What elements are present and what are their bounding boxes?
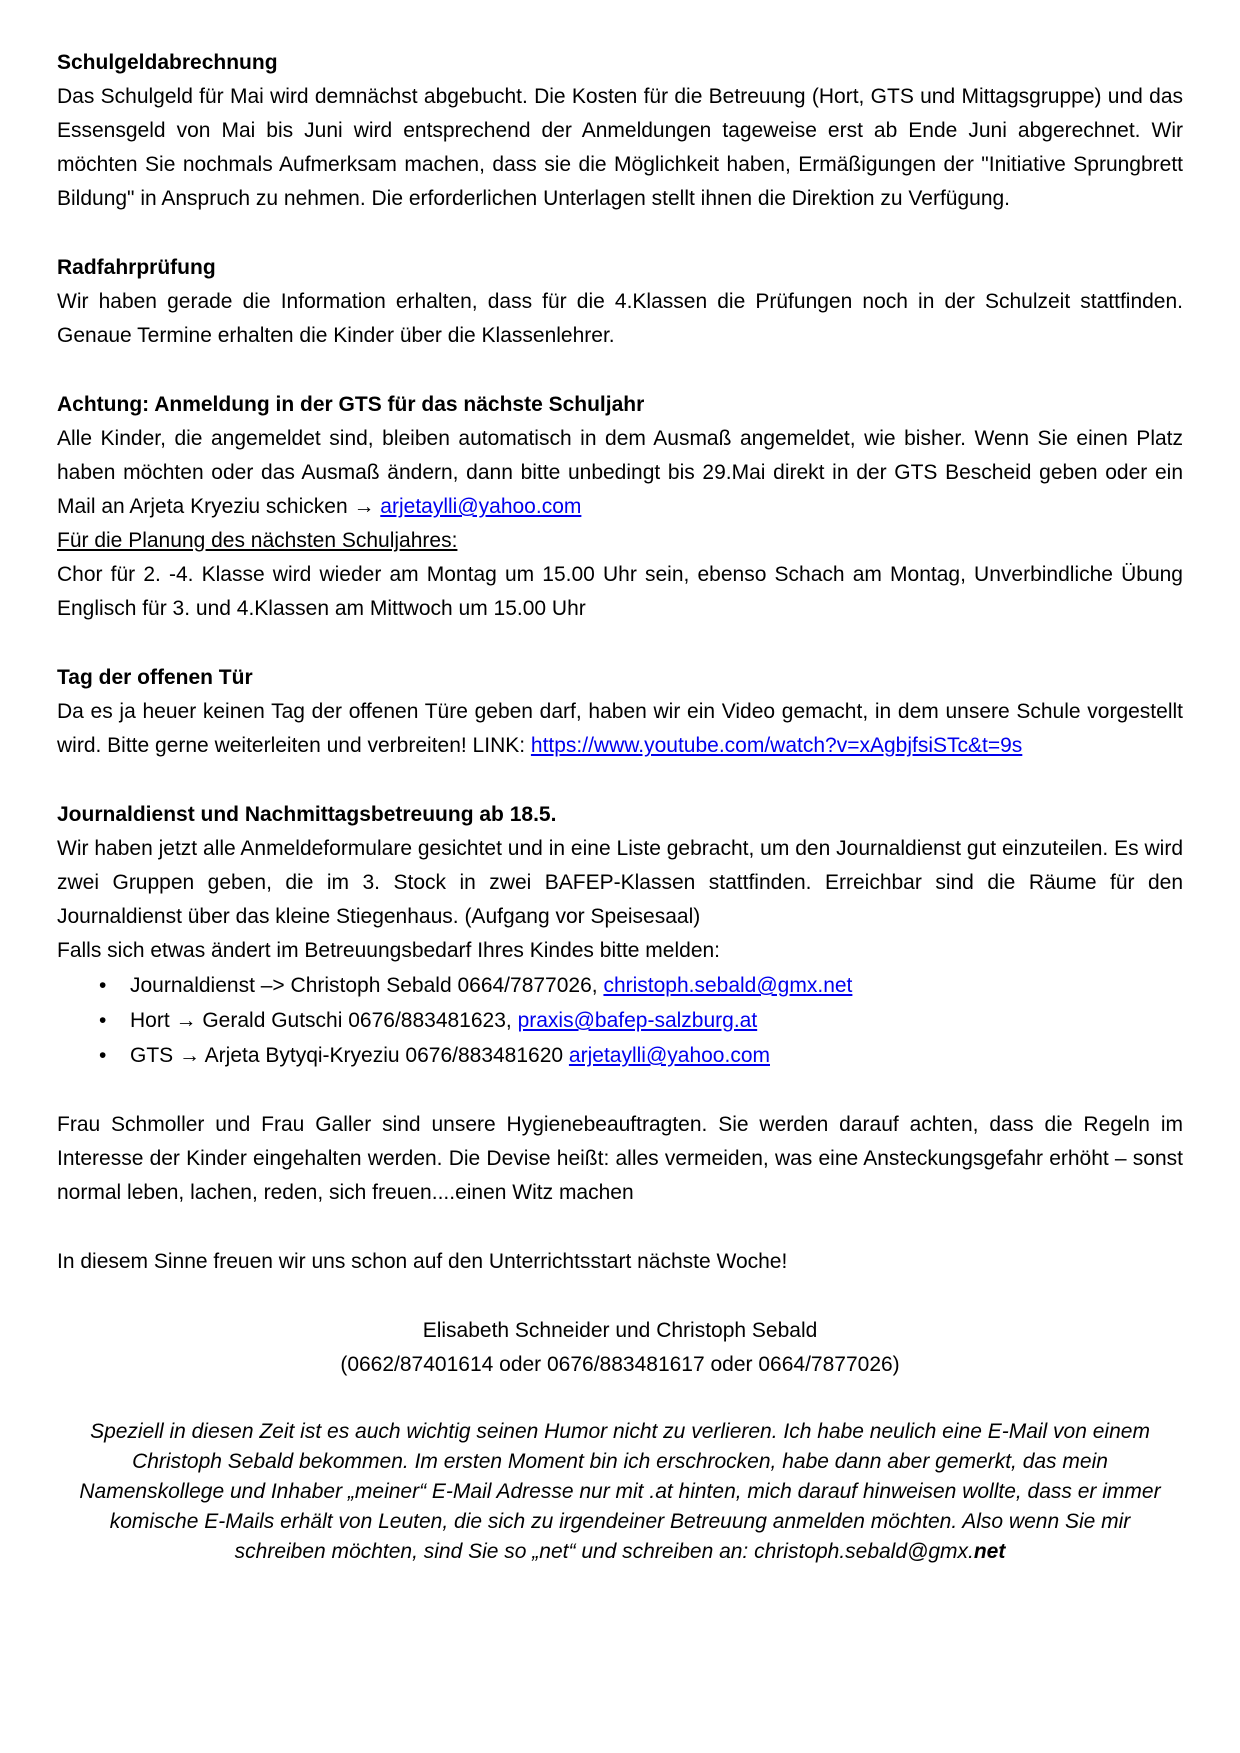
gts-paragraph xyxy=(57,422,1183,524)
humor-note-bold-suffix: net xyxy=(973,1540,1006,1563)
gts-planning-underlined-text: Für die Planung des nächsten Schuljahres: xyxy=(57,529,458,552)
hygiene-paragraph: Frau Schmoller und Frau Galler sind unsere Hygienebeauftragten. Sie werden darauf achten, dass die Regeln im Interesse der Kinder eingehalten werden. Die Devise heißt: alles vermeiden, was eine Ansteckungsgefahr erhöht – sonst normal leben, lachen, reden, sich freuen....einen Witz machen xyxy=(57,1113,1183,1204)
contact-text: GTS → Arjeta Bytyqi-Kryeziu 0676/883481620 xyxy=(130,1044,569,1067)
gts-planning-line xyxy=(57,524,1183,558)
closing-paragraph: In diesem Sinne freuen wir uns schon auf den Unterrichtsstart nächste Woche! xyxy=(57,1250,788,1273)
gts-paragraph-text: Alle Kinder, die angemeldet sind, bleiben automatisch in dem Ausmaß angemeldet, wie bisher. Wenn Sie einen Platz haben möchten oder das Ausmaß ändern, dann bitte unbedingt bis 29.Mai direkt in der GTS Bescheid geben oder ein Mail an Arjeta Kryeziu schicken → xyxy=(57,427,1183,518)
section-journaldienst xyxy=(57,798,1183,1073)
radfahr-heading: Radfahrprüfung xyxy=(57,256,216,279)
section-schulgeldabrechnung xyxy=(57,46,1183,216)
signature-phones: (0662/87401614 oder 0676/883481617 oder 0664/7877026) xyxy=(340,1353,900,1376)
gts-plan-paragraph: Chor für 2. -4. Klasse wird wieder am Montag um 15.00 Uhr sein, ebenso Schach am Montag, Unverbindliche Übung Englisch für 3. und 4.Klassen am Mittwoch um 15.00 Uhr xyxy=(57,563,1183,620)
contact-text: Journaldienst –> Christoph Sebald 0664/7877026, xyxy=(130,974,604,997)
schulgeld-paragraph: Das Schulgeld für Mai wird demnächst abgebucht. Die Kosten für die Betreuung (Hort, GTS und Mittagsgruppe) und das Essensgeld von Mai bis Juni wird entsprechend der Anmeldungen tageweise erst ab Ende Juni abgerechnet. Wir möchten Sie nochmals Aufmerksam machen, dass sie die Möglichkeit haben, Ermäßigungen der "Initiative Sprungbrett Bildung" in Anspruch zu nehmen. Die erforderlichen Unterlagen stellt ihnen die Direktion zu Verfügung. xyxy=(57,85,1183,210)
humor-note xyxy=(57,1417,1183,1567)
section-closing xyxy=(57,1245,1183,1279)
youtube-video-link[interactable]: https://www.youtube.com/watch?v=xAgbjfsiSTc&t=9s xyxy=(530,734,1023,757)
hort-email-link[interactable]: praxis@bafep-salzburg.at xyxy=(517,1009,758,1032)
section-hygiene xyxy=(57,1108,1183,1210)
journaldienst-heading: Journaldienst und Nachmittagsbetreuung ab 18.5. xyxy=(57,803,557,826)
section-gts-anmeldung xyxy=(57,388,1183,626)
tag-heading: Tag der offenen Tür xyxy=(57,666,253,689)
section-radfahrpruefung xyxy=(57,251,1183,353)
section-signature xyxy=(57,1314,1183,1382)
journaldienst-melden-line: Falls sich etwas ändert im Betreuungsbedarf Ihres Kindes bitte melden: xyxy=(57,939,721,962)
journaldienst-email-link[interactable]: christoph.sebald@gmx.net xyxy=(603,974,853,997)
contact-list-item-hort xyxy=(57,1003,1183,1038)
gts-email-link[interactable]: arjetaylli@yahoo.com xyxy=(380,495,582,518)
schulgeld-heading: Schulgeldabrechnung xyxy=(57,51,278,74)
contact-text: Hort → Gerald Gutschi 0676/883481623, xyxy=(130,1009,518,1032)
tag-paragraph-text: Da es ja heuer keinen Tag der offenen Türe geben darf, haben wir ein Video gemacht, in dem unsere Schule vorgestellt wird. Bitte gerne weiterleiten und verbreiten! LINK: xyxy=(57,700,1183,757)
section-tag-der-offenen-tuer xyxy=(57,661,1183,763)
humor-note-text: Speziell in diesen Zeit ist es auch wichtig seinen Humor nicht zu verlieren. Ich habe neulich eine E-Mail von einem Christoph Sebald bekommen. Im ersten Moment bin ich erschrocken, habe dann aber gemerkt, das mein Namenskollege und Inhaber „meiner“ E-Mail Adresse nur mit .at hinten, mich darauf hinweisen wollte, dass er immer komische E-Mails erhält von Leuten, die sich zu irgendeiner Betreuung anmelden möchten. Also wenn Sie mir schreiben möchten, sind Sie so „net“ und schreiben an: christoph.sebald@gmx. xyxy=(79,1420,1161,1563)
contact-list-item-journaldienst xyxy=(57,968,1183,1003)
signature-names: Elisabeth Schneider und Christoph Sebald xyxy=(422,1319,818,1342)
tag-paragraph xyxy=(57,695,1183,763)
radfahr-paragraph: Wir haben gerade die Information erhalten, dass für die 4.Klassen die Prüfungen noch in der Schulzeit stattfinden. Genaue Termine erhalten die Kinder über die Klassenlehrer. xyxy=(57,290,1183,347)
journaldienst-paragraph: Wir haben jetzt alle Anmeldeformulare gesichtet und in eine Liste gebracht, um den Journaldienst gut einzuteilen. Es wird zwei Gruppen geben, die im 3. Stock in zwei BAFEP-Klassen stattfinden. Erreichbar sind die Räume für den Journaldienst über das kleine Stiegenhaus. (Aufgang vor Speisesaal) xyxy=(57,837,1183,928)
contact-list-item-gts xyxy=(57,1038,1183,1073)
gts-contact-email-link[interactable]: arjetaylli@yahoo.com xyxy=(568,1044,770,1067)
contact-bullet-list xyxy=(57,968,1183,1073)
gts-heading: Achtung: Anmeldung in der GTS für das nächste Schuljahr xyxy=(57,393,645,416)
